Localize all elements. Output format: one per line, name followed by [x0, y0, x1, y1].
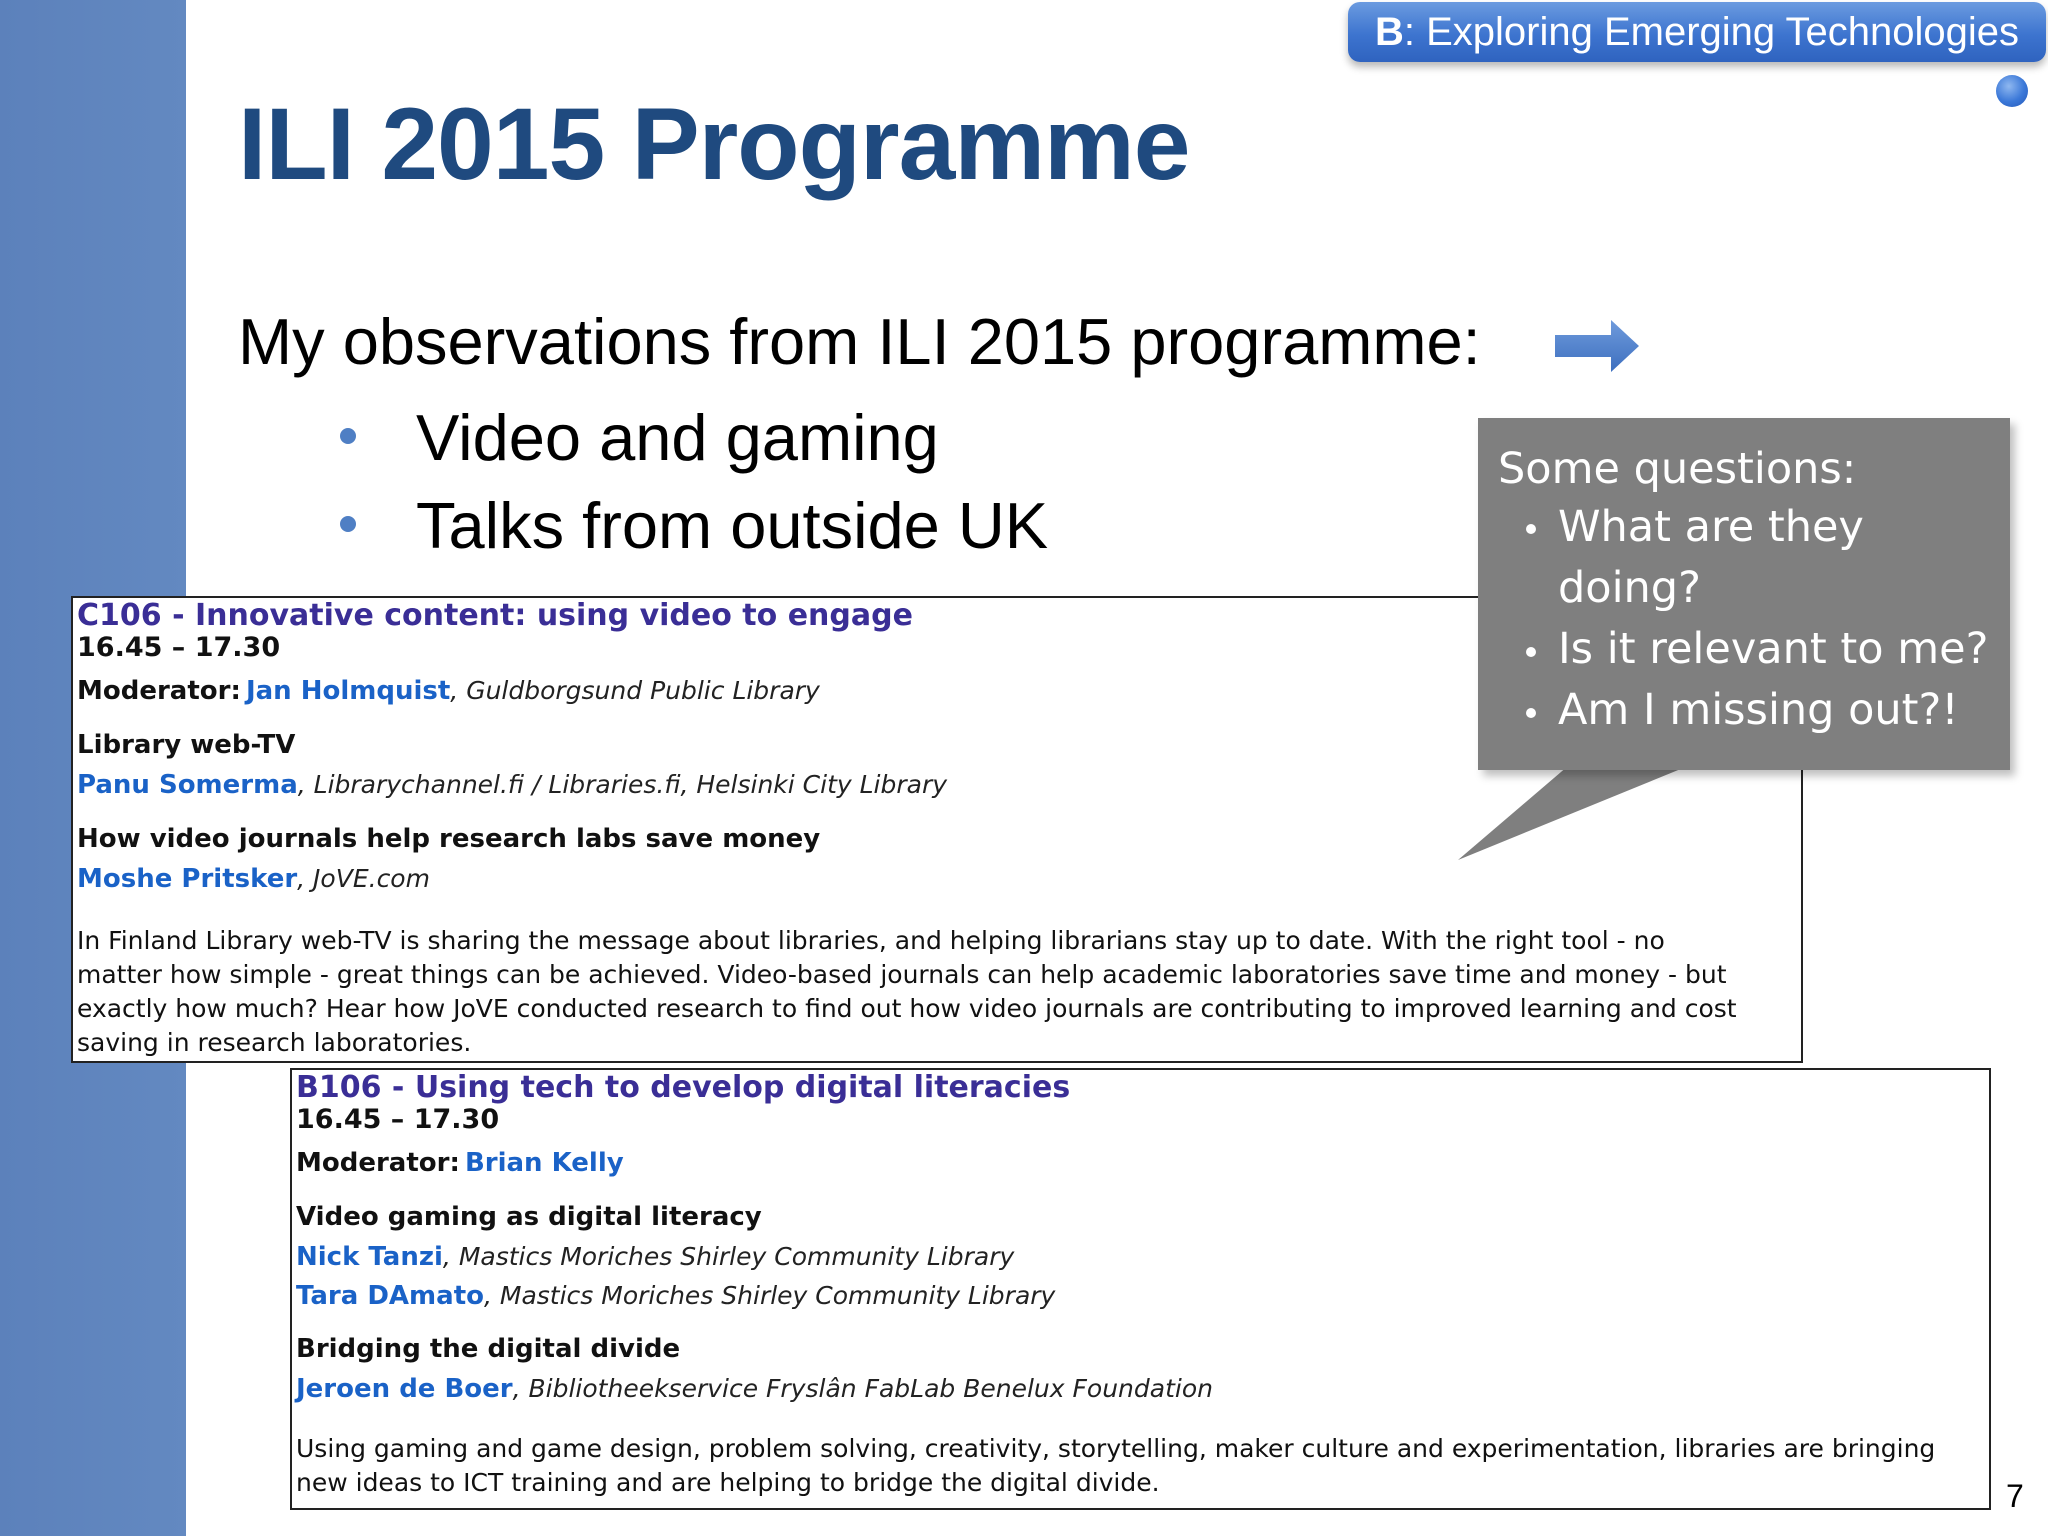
moderator-affiliation: , Guldborgsund Public Library	[450, 676, 820, 705]
talk-title: How video journals help research labs save money	[77, 824, 821, 854]
session-card-b106	[290, 1068, 1991, 1510]
callout-item: Is it relevant to me?	[1558, 624, 1989, 674]
talk-title: Library web-TV	[77, 730, 296, 760]
speaker-line	[77, 770, 947, 800]
speaker-line	[296, 1281, 1055, 1311]
bullet-text: Talks from outside UK	[416, 489, 1049, 562]
description-line: Using gaming and game design, problem solving, creativity, storytelling, maker culture and experimentation, libraries are bringing	[296, 1434, 1936, 1463]
bullet-text: Video and gaming	[416, 401, 939, 474]
speaker-affiliation: , Mastics Moriches Shirley Community Library	[483, 1281, 1056, 1310]
session-description	[296, 1432, 1935, 1500]
session-heading: C106 - Innovative content: using video to engage	[77, 598, 913, 633]
speaker-link[interactable]: Moshe Pritsker	[77, 864, 298, 894]
speaker-link[interactable]: Jeroen de Boer	[296, 1374, 513, 1404]
questions-callout	[1478, 418, 2010, 770]
moderator-line	[296, 1148, 624, 1178]
callout-item: Am I missing out?!	[1558, 685, 1959, 735]
session-description	[77, 924, 1737, 1060]
section-letter: B	[1374, 10, 1404, 54]
session-time: 16.45 – 17.30	[296, 1104, 500, 1135]
intro-text: My observations from ILI 2015 programme:	[238, 305, 1481, 378]
speaker-link[interactable]: Tara DAmato	[296, 1281, 484, 1311]
talk-title: Bridging the digital divide	[296, 1334, 681, 1364]
description-line: saving in research laboratories.	[77, 1028, 472, 1057]
bullet-dot-icon	[340, 428, 356, 444]
description-line: exactly how much? Hear how JoVE conducted research to find out how video journals are contributing to improved learning and cost	[77, 994, 1737, 1023]
moderator-link[interactable]: Jan Holmquist	[245, 676, 451, 706]
callout-bullet-icon	[1526, 524, 1536, 534]
speaker-line	[77, 864, 430, 894]
session-heading: B106 - Using tech to develop digital literacies	[296, 1070, 1071, 1105]
speaker-link[interactable]: Nick Tanzi	[296, 1242, 443, 1272]
speaker-line	[296, 1242, 1014, 1272]
description-line: matter how simple - great things can be achieved. Video-based journals can help academic laboratories save time and money - but	[77, 960, 1727, 989]
description-line: In Finland Library web-TV is sharing the message about libraries, and helping librarians stay up to date. With the right tool - no	[77, 926, 1665, 955]
decorative-dot	[1996, 75, 2028, 107]
speaker-affiliation: , JoVE.com	[297, 864, 430, 893]
speaker-line	[296, 1374, 1213, 1404]
description-line: new ideas to ICT training and are helping to bridge the digital divide.	[296, 1468, 1160, 1497]
page-number: 7	[2006, 1478, 2024, 1514]
moderator-link[interactable]: Brian Kelly	[464, 1148, 624, 1178]
speaker-affiliation: , Bibliotheekservice Fryslân FabLab Benelux Foundation	[512, 1374, 1213, 1403]
section-label: : Exploring Emerging Technologies	[1403, 10, 2020, 54]
callout-item: What are they	[1558, 502, 1864, 552]
speaker-affiliation: , Librarychannel.fi / Libraries.fi, Helsinki City Library	[297, 770, 948, 799]
bullet-dot-icon	[340, 516, 356, 532]
talk-title: Video gaming as digital literacy	[296, 1202, 762, 1232]
callout-item: doing?	[1558, 563, 1701, 613]
redacted-area	[910, 1151, 1270, 1181]
slide-title: ILI 2015 Programme	[238, 87, 1190, 201]
moderator-label: Moderator:	[77, 676, 241, 706]
moderator-line	[77, 676, 820, 706]
moderator-label: Moderator:	[296, 1148, 460, 1178]
section-tab	[1348, 2, 2046, 62]
callout-bullet-icon	[1526, 708, 1536, 718]
speaker-link[interactable]: Panu Somerma	[77, 770, 298, 800]
speaker-affiliation: , Mastics Moriches Shirley Community Library	[442, 1242, 1015, 1271]
callout-tail	[1458, 766, 1718, 860]
right-arrow-icon	[1555, 318, 1641, 374]
session-time: 16.45 – 17.30	[77, 632, 281, 663]
callout-bullet-icon	[1526, 647, 1536, 657]
callout-heading: Some questions:	[1498, 444, 1857, 494]
